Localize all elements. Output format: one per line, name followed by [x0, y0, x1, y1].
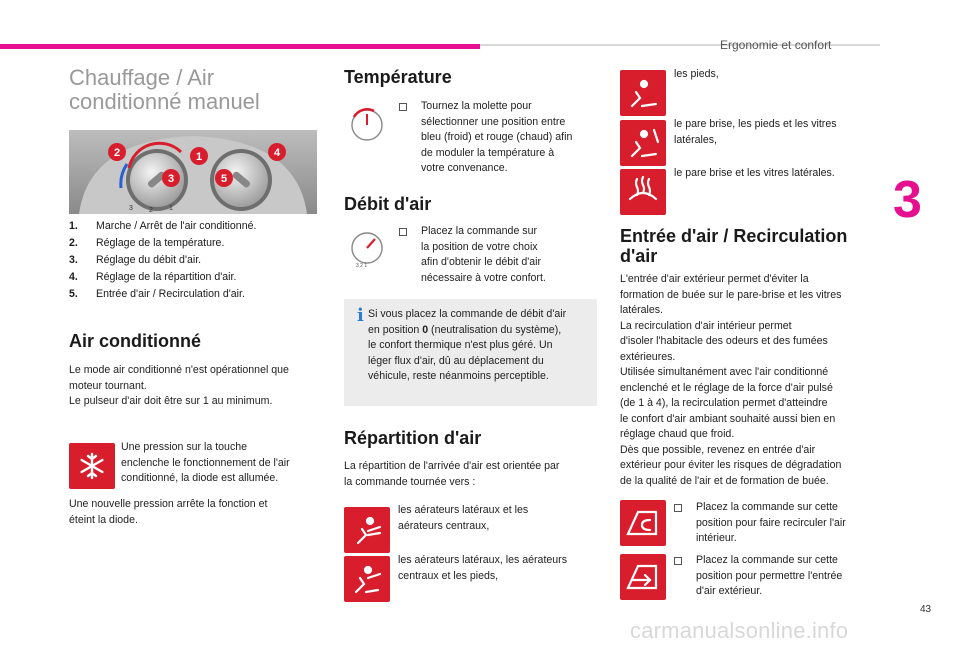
temperature-heading: Température: [344, 67, 452, 87]
airflow-dial-icon: [344, 226, 390, 272]
list-item: 3. Réglage du débit d'air.: [69, 254, 202, 266]
svg-text:3: 3: [129, 205, 133, 212]
svg-text:1: 1: [169, 205, 173, 212]
air-intake-paragraph: L'entrée d'air extérieur permet d'éviter la formation de buée sur le pare-brise et les vitres latérales. La recirculation d'air intérieur permet d'isoler l'habitacle des odeurs et des fumées extérieures. Utilisée simultanément avec l'air conditionné enclenché et le réglage de la force d'air pulsé (de 1 à 4), la recirculation permet d'atteindre le confort d'air ambiant souhaité aussi bien en réglage chaud que froid. Dès que possible, revenez en entrée d'air extérieur pour éviter les risques de dégradation de la qualité de l'air et de formation de buée.: [620, 273, 842, 487]
svg-text:5: 5: [220, 173, 228, 185]
defrost-icon: [620, 169, 666, 215]
recirculation-instruction: Placez la commande sur cette position pour faire recirculer l'air intérieur.: [674, 500, 884, 547]
ac-button-text: Une pression sur la touche enclenche le fonctionnement de l'air conditionné, la diode est allumée.: [121, 441, 290, 484]
ac-paragraph: Le mode air conditionné n'est opérationnel que moteur tournant. Le pulseur d'air doit être sur 1 au minimum.: [69, 364, 289, 407]
distribution-intro: La répartition de l'arrivée d'air est orientée par la commande tournée vers :: [344, 460, 560, 488]
callout-4: [268, 143, 286, 161]
callout-5: [215, 169, 233, 187]
callout-2: [108, 143, 126, 161]
page-title: Chauffage / Air conditionné manuel: [69, 65, 260, 114]
svg-text:1: 1: [195, 151, 203, 163]
recirculation-icon: [620, 500, 666, 546]
chapter-number: 3: [893, 171, 922, 229]
temperature-dial-icon: [344, 101, 390, 147]
ac-heading: Air conditionné: [69, 331, 201, 351]
callout-3: [162, 169, 180, 187]
feet-icon: [620, 70, 666, 116]
control-panel-photo: [69, 130, 317, 214]
svg-text:2: 2: [113, 147, 121, 159]
callout-1: [190, 147, 208, 165]
distribution-option-2: les aérateurs latéraux, les aérateurs centraux et les pieds,: [398, 554, 567, 582]
ac-snowflake-icon: [69, 443, 115, 489]
vents-feet-icon: [344, 556, 390, 602]
legend-list: [69, 218, 319, 303]
list-item: 2. Réglage de la température.: [69, 237, 225, 249]
svg-text:2: 2: [149, 207, 153, 214]
temperature-instruction: Tournez la molette pour sélectionner une position entre bleu (froid) et rouge (chaud) afin de moduler la température à votre convenance.: [399, 99, 599, 177]
distribution-option-3: les pieds,: [674, 68, 719, 80]
list-item: 5. Entrée d'air / Recirculation d'air.: [69, 288, 245, 300]
distribution-heading: Répartition d'air: [344, 428, 482, 448]
distribution-option-5: le pare brise et les vitres latérales.: [674, 167, 835, 179]
outside-air-icon: [620, 554, 666, 600]
airflow-heading: Débit d'air: [344, 194, 432, 214]
distribution-option-4: le pare brise, les pieds et les vitres latérales,: [674, 118, 837, 146]
list-item: 1. Marche / Arrêt de l'air conditionné.: [69, 220, 257, 232]
outside-air-instruction: Placez la commande sur cette position pour permettre l'entrée d'air extérieur.: [674, 553, 884, 600]
header-accent-bar: [0, 44, 480, 49]
page-number: 43: [920, 604, 932, 615]
svg-text:3 2 1: 3 2 1: [356, 263, 368, 269]
ac-off-text: Une nouvelle pression arrête la fonction et éteint la diode.: [69, 498, 268, 526]
svg-text:4: 4: [273, 147, 281, 159]
airflow-instruction: Placez la commande sur la position de votre choix afin d'obtenir le débit d'air nécessaire à votre confort.: [399, 224, 599, 286]
vents-icon: [344, 507, 390, 553]
info-note: i Si vous placez la commande de débit d'air en position 0 (neutralisation du système), le confort thermique n'est plus géré. Un léger flux d'air, dû au déplacement du véhicule, reste néanmoins perceptible.: [344, 299, 597, 406]
distribution-option-1: les aérateurs latéraux et les aérateurs centraux,: [398, 504, 529, 532]
control-panel-illustration: [69, 130, 317, 214]
info-icon: i: [357, 305, 364, 326]
air-intake-heading: Entrée d'air / Recirculation d'air: [620, 226, 848, 266]
list-item: 4. Réglage de la répartition d'air.: [69, 271, 237, 283]
section-title: Ergonomie et confort: [720, 38, 832, 52]
svg-text:3: 3: [167, 173, 175, 185]
windshield-feet-icon: [620, 120, 666, 166]
watermark: carmanualsonline.info: [630, 618, 849, 643]
